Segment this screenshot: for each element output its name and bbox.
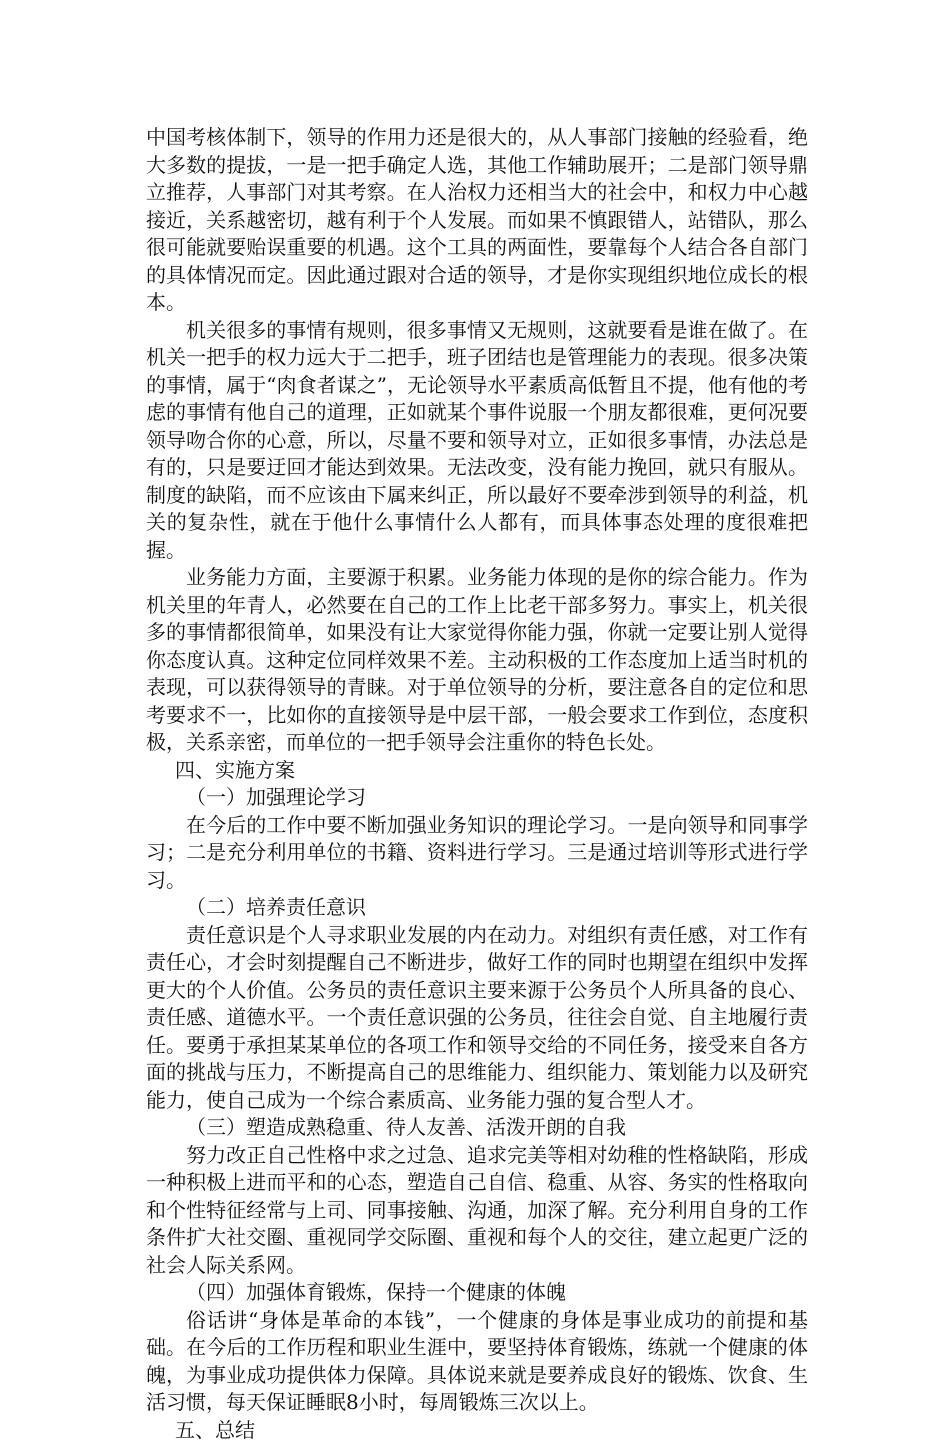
body-paragraph: 机关很多的事情有规则，很多事情又无规则，这就要看是谁在做了。在机关一把手的权力远大于二把手，班子团结也是管理能力的表现。很多决策的事情，属于“肉食者谋之”，无论领导水平素质高低暂且不提，他有他的考虑的事情有他自己的道理，正如就某个事件说服一个朋友都很难，更何况要领导吻合你的心意，所以，尽量不要和领导对立，正如很多事情，办法总是有的，只是要迂回才能达到效果。无法改变，没有能力挽回，就只有服从。制度的缺陷，而不应该由下属来纠正，所以最好不要牵涉到领导的利益，机关的复杂性，就在于他什么事情什么人都有，而具体事态处理的度很难把握。 [146,317,808,565]
body-paragraph: 中国考核体制下，领导的作用力还是很大的，从人事部门接触的经验看，绝大多数的提拔，一是一把手确定人选，其他工作辅助展开；二是部门领导鼎立推荐，人事部门对其考察。在人治权力还相当大的社会中，和权力中心越接近，关系越密切，越有利于个人发展。而如果不慎跟错人，站错队，那么很可能就要贻误重要的机遇。这个工具的两面性，要靠每个人结合各自部门的具体情况而定。因此通过跟对合适的领导，才是你实现组织地位成长的根本。 [146,124,808,317]
subsection-heading: （一）加强理论学习 [146,784,808,812]
document-page [146,124,808,1444]
section-heading: 五、总结 [146,1417,808,1444]
body-paragraph: 在今后的工作中要不断加强业务知识的理论学习。一是向领导和同事学习；二是充分利用单位的书籍、资料进行学习。三是通过培训等形式进行学习。 [146,812,808,895]
subsection-heading: （三）塑造成熟稳重、待人友善、活泼开朗的自我 [146,1114,808,1142]
body-paragraph: 责任意识是个人寻求职业发展的内在动力。对组织有责任感，对工作有责任心，才会时刻提醒自己不断进步，做好工作的同时也期望在组织中发挥更大的个人价值。公务员的责任意识主要来源于公务员个人所具备的良心、责任感、道德水平。一个责任意识强的公务员，往往会自觉、自主地履行责任。要勇于承担某某单位的各项工作和领导交给的不同任务，接受来自各方面的挑战与压力，不断提高自己的思维能力、组织能力、策划能力以及研究能力，使自己成为一个综合素质高、业务能力强的复合型人才。 [146,922,808,1115]
subsection-heading: （二）培养责任意识 [146,894,808,922]
body-paragraph: 俗话讲“身体是革命的本钱”，一个健康的身体是事业成功的前提和基础。在今后的工作历程和职业生涯中，要坚持体育锻炼，练就一个健康的体魄，为事业成功提供体力保障。具体说来就是要养成良好的锻炼、饮食、生活习惯，每天保证睡眠8小时，每周锻炼三次以上。 [146,1307,808,1417]
body-paragraph: 努力改正自己性格中求之过急、追求完美等相对幼稚的性格缺陷，形成一种积极上进而平和的心态，塑造自己自信、稳重、从容、务实的性格取向和个性特征经常与上司、同事接触、沟通，加深了解。充分利用自身的工作条件扩大社交圈、重视同学交际圈、重视和每个人的交往，建立起更广泛的社会人际关系网。 [146,1142,808,1280]
body-paragraph: 业务能力方面，主要源于积累。业务能力体现的是你的综合能力。作为机关里的年青人，必然要在自己的工作上比老干部多努力。事实上，机关很多的事情都很简单，如果没有让大家觉得你能力强，你就一定要让别人觉得你态度认真。这种定位同样效果不差。主动积极的工作态度加上适当时机的表现，可以获得领导的青睐。对于单位领导的分析，要注意各自的定位和思考要求不一，比如你的直接领导是中层干部，一般会要求工作到位，态度积极，关系亲密，而单位的一把手领导会注重你的特色长处。 [146,564,808,757]
section-heading: 四、实施方案 [146,757,808,785]
subsection-heading: （四）加强体育锻炼，保持一个健康的体魄 [146,1279,808,1307]
